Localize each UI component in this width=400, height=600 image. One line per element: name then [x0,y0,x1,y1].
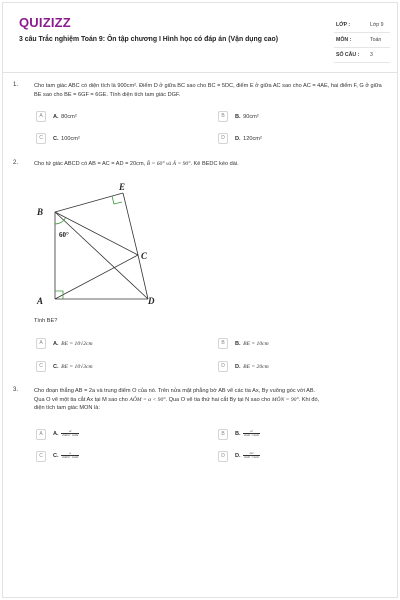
option-label [53,341,93,347]
option-key: B. [235,431,241,438]
worksheet-page [2,2,398,598]
option-c[interactable] [36,361,196,373]
angle-arc-b [55,218,65,224]
segment-cd [138,255,148,299]
option-letter-box: A [36,338,46,349]
meta-row-count [334,48,390,63]
option-fraction [243,430,260,438]
question-math: MÔN = 90° [271,396,299,403]
option-key: A. [53,341,59,347]
question-text [34,160,386,169]
option-label [53,114,77,120]
fraction-denominator: sin²α · cos²α [244,455,259,460]
option-b[interactable] [218,429,378,441]
question-text [34,387,386,413]
fraction-numerator: a² [243,430,260,434]
meta-subject-value: Toán [370,37,382,43]
meta-count-value: 3 [370,52,373,58]
option-value: BE = 10√2cm [61,341,93,347]
vertex-label-e: E [119,182,126,192]
option-value: 80cm² [61,114,77,120]
meta-row-grade [334,18,390,33]
question-subtext: Tính BE? [34,318,58,324]
option-label [235,452,260,460]
option-key: B. [235,341,241,347]
question-text: Cho tam giác ABC có diện tích là 900cm². Điểm D ở giữa BC sao cho BC = 5DC, điểm E ở giữa AC sao cho AC = 4AE, hai điểm F, G ở giữa BE sao cho BE = 6GF = 6GE. Tính diện tích tam giác DGF. [34,83,382,98]
option-letter-box: A [36,429,46,440]
quizizz-logo: QUIZIZZ [19,15,71,30]
angle-label-60: 60° [59,231,69,239]
option-letter-box: C [36,451,46,462]
question-math: B̂ = 60° và Â = 90° [146,161,191,167]
option-label [53,364,93,370]
option-d[interactable] [218,451,378,463]
option-fraction [61,430,79,438]
option-a[interactable] [36,111,196,123]
option-c[interactable] [36,133,196,145]
question-number: 3. [13,387,19,393]
option-label [235,364,269,370]
segment-be [55,193,123,212]
option-value: 120cm² [243,136,262,142]
option-key: D. [235,136,241,142]
option-letter-box: C [36,133,46,144]
option-label [53,452,79,460]
option-d[interactable] [218,361,378,373]
option-label [235,430,260,438]
option-letter-box: D [218,133,228,144]
option-fraction [243,452,260,460]
meta-row-subject [334,33,390,48]
meta-grade-value: Lớp 9 [370,22,384,28]
option-key: D. [235,364,241,370]
option-value: BE = 10cm [243,341,269,347]
option-letter-box: D [218,451,228,462]
option-a[interactable] [36,429,196,441]
option-key: C. [53,136,59,142]
option-label [53,430,79,438]
option-d[interactable] [218,133,378,145]
option-letter-box: A [36,111,46,122]
option-value: 90cm² [243,114,259,120]
vertex-label-b: B [37,207,44,217]
segment-bd [55,212,148,299]
vertex-label-c: C [141,251,148,261]
question-text-part: . Kẻ BEDC kéo dài. [190,161,239,167]
question-number: 2. [13,160,19,166]
option-label [235,341,269,347]
option-label [235,114,259,120]
meta-table [334,18,390,63]
option-key: D. [235,453,241,460]
quadrilateral-figure [31,174,171,308]
right-angle-mark-e [112,196,122,204]
option-label [235,136,262,142]
question-text-part: . Qua O vẽ tia thứ hai cắt By tại N sao cho [165,396,272,403]
option-value: BE = 10√3cm [61,364,93,370]
document-title: 3 câu Trắc nghiệm Toán 9: Ôn tập chương I Hình học có đáp án (Vận dụng cao) [19,36,278,43]
option-key: A. [53,114,59,120]
option-value: BE = 20cm [243,364,269,370]
option-key: B. [235,114,241,120]
segment-ac [55,255,138,299]
option-label [53,136,80,142]
option-c[interactable] [36,451,196,463]
header-divider [3,72,397,73]
vertex-label-d: D [148,296,155,306]
meta-subject-label: MÔN : [336,37,352,43]
question-text-part: . Khi đó, [298,396,320,403]
segment-ec-extension [123,193,138,255]
fraction-numerator: a² [61,430,79,434]
question-number: 1. [13,82,19,88]
option-letter-box: B [218,338,228,349]
question-text-part: Qua O vẽ một tia cắt Ax tại M sao cho [34,396,130,403]
fraction-denominator: 2sin²α · cos²α [62,455,79,460]
option-b[interactable] [218,111,378,123]
option-key: A. [53,431,59,438]
option-key: C. [53,453,59,460]
fraction-numerator: 2a² [243,452,260,456]
fraction-numerator: a [61,452,79,456]
option-a[interactable] [36,338,196,350]
fraction-denominator: 2sin²α · cos²α [62,433,79,438]
option-value: 100cm² [61,136,80,142]
meta-count-label: SỐ CÂU : [336,52,360,58]
option-fraction [61,452,79,460]
meta-grade-label: LỚP : [336,22,351,28]
question-text-line: Cho đoạn thẳng AB = 2a và trung điểm O của nó. Trên nửa mặt phẳng bờ AB vẽ các tia Ax, By vuông góc với AB. [34,388,316,394]
option-b[interactable] [218,338,378,350]
option-key: C. [53,364,59,370]
option-letter-box: B [218,429,228,440]
option-letter-box: C [36,361,46,372]
question-text-part: Cho tứ giác ABCD có AB = AC = AD = 20cm, [34,161,147,167]
option-letter-box: D [218,361,228,372]
fraction-denominator: sin²α · cos²α [244,433,259,438]
vertex-label-a: A [37,296,44,306]
option-letter-box: B [218,111,228,122]
question-text-line: diện tích tam giác MON là: [34,405,100,412]
question-math: AÔM = α < 90° [129,396,166,403]
